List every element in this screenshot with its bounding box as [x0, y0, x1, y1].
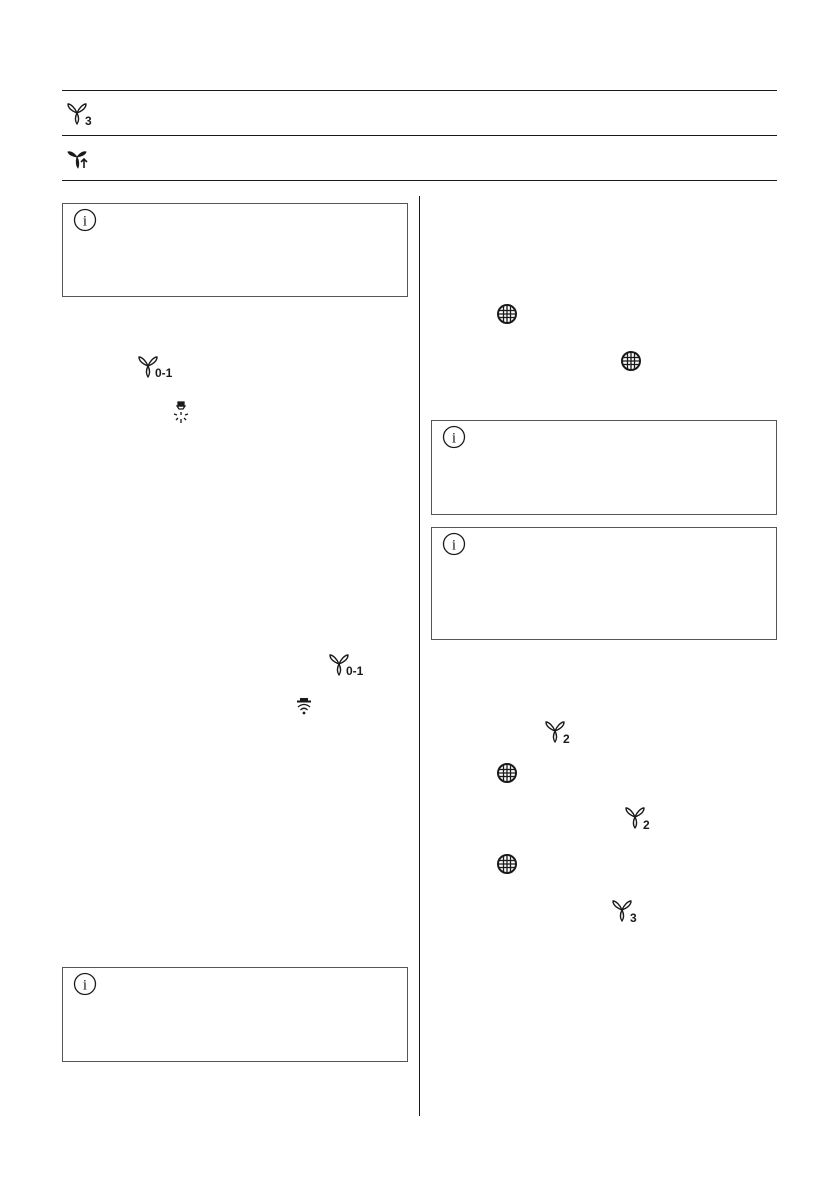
info-box [431, 527, 777, 640]
grease-filter-icon [496, 853, 518, 875]
info-box [431, 420, 777, 515]
fan-speed-2-icon [544, 718, 578, 744]
grease-filter-icon [496, 303, 518, 325]
svg-text:0-1: 0-1 [346, 664, 364, 677]
info-icon [442, 532, 466, 556]
grease-filter-icon [496, 762, 518, 784]
info-icon [73, 208, 97, 232]
info-box [62, 203, 408, 297]
svg-text:i: i [82, 213, 88, 230]
svg-text:2: 2 [563, 732, 570, 744]
svg-text:3: 3 [630, 911, 637, 923]
table-row-fan-speed-3 [62, 91, 777, 136]
table-row-fan-boost [62, 136, 777, 181]
fan-speed-3-icon [66, 100, 98, 126]
fan-speed-0-1-icon [328, 651, 378, 677]
grease-filter-icon [620, 350, 642, 372]
info-icon [73, 972, 97, 996]
fan-speed-2-icon [624, 804, 658, 830]
info-box [62, 967, 408, 1062]
light-icon [169, 401, 193, 425]
column-divider [419, 196, 420, 1116]
svg-text:i: i [82, 977, 88, 994]
info-icon [442, 425, 466, 449]
fan-speed-0-1-icon [137, 353, 187, 379]
svg-text:i: i [451, 430, 457, 447]
svg-text:3: 3 [85, 114, 92, 126]
fan-functions-table [62, 90, 777, 181]
fan-boost-icon [66, 145, 98, 171]
svg-text:i: i [451, 537, 457, 554]
hob2hood-wireless-icon [294, 697, 314, 717]
fan-speed-3-icon [611, 897, 645, 923]
svg-text:0-1: 0-1 [155, 366, 173, 379]
svg-text:2: 2 [643, 818, 650, 830]
